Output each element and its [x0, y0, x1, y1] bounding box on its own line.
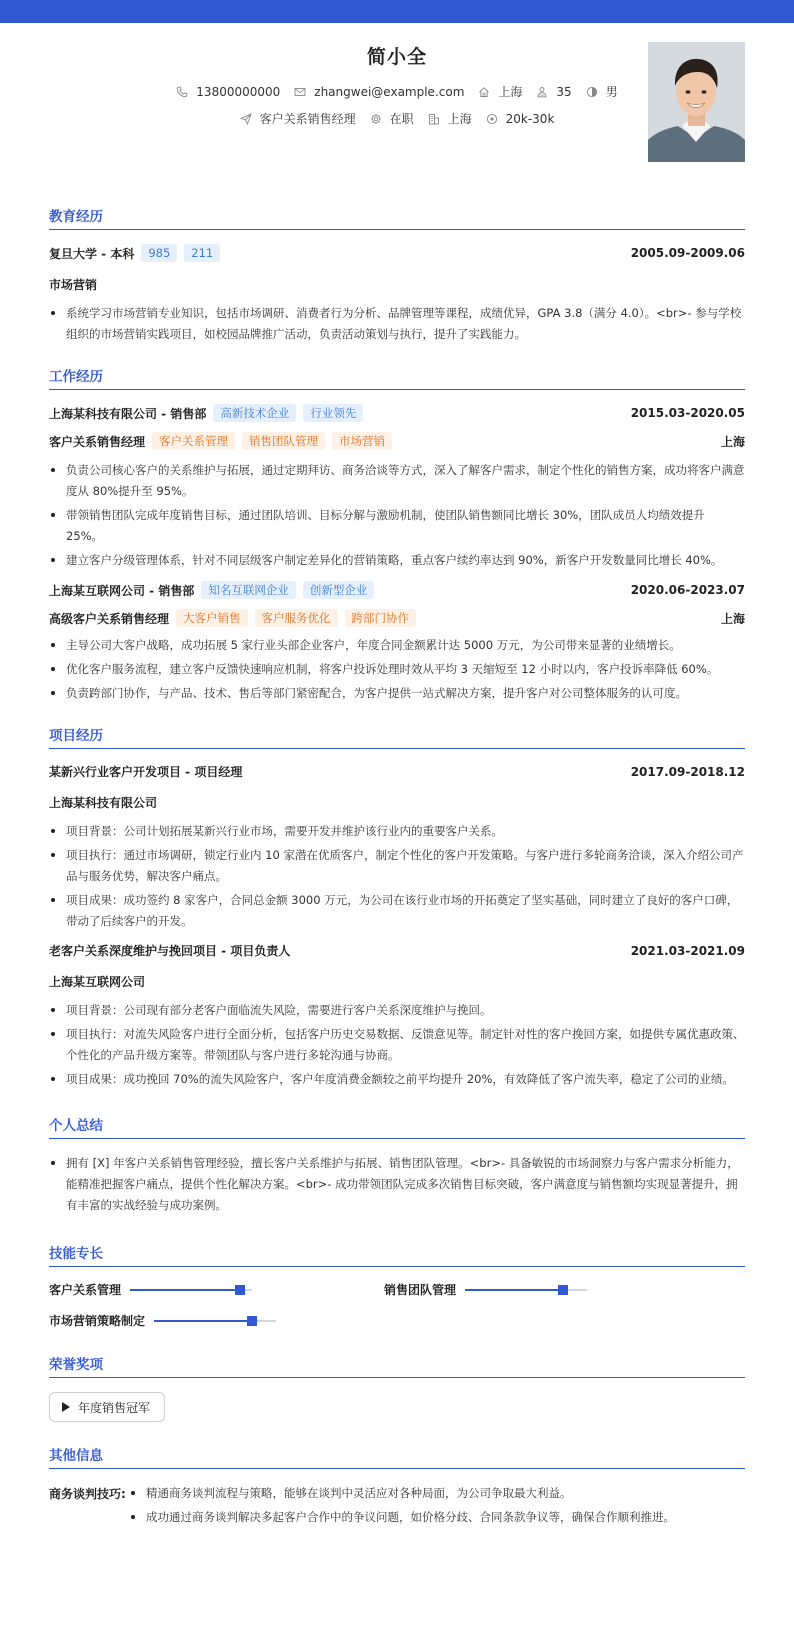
project-company: 上海某科技有限公司 — [49, 796, 158, 810]
phone-icon — [176, 86, 188, 98]
project-period: 2017.09-2018.12 — [630, 764, 745, 779]
job-city: 上海 — [720, 434, 745, 449]
skill-level-handle — [235, 1285, 245, 1295]
skills-grid — [49, 1281, 745, 1329]
school-name: 复旦大学 - 本科 — [49, 246, 135, 261]
summary-title: 个人总结 — [49, 1114, 745, 1139]
email-item — [294, 85, 464, 99]
city-item — [478, 83, 522, 100]
phone-number: 13800000000 — [196, 84, 281, 99]
skills-title: 技能专长 — [49, 1242, 745, 1267]
school-tag: 211 — [184, 244, 220, 262]
phone-item — [176, 85, 280, 99]
current-city: 上海 — [498, 85, 523, 99]
position-tag: 客户服务优化 — [255, 609, 338, 627]
other-info-row — [49, 1483, 745, 1531]
list-item: 负责公司核心客户的关系维护与拓展，通过定期拜访、商务洽谈等方式，深入了解客户需求，制定个性化的销售方案，成功将客户满意度从 80%提升至 95%。 — [49, 460, 745, 502]
list-item: 建立客户分级管理体系，针对不同层级客户制定差异化的营销策略，重点客户续约率达到 90%，新客户开发数量同比增长 40%。 — [49, 550, 745, 571]
project-entry — [49, 942, 745, 1090]
age-value: 35 — [556, 84, 572, 99]
triangle-right-icon — [62, 1402, 70, 1412]
projects-title: 项目经历 — [49, 724, 745, 749]
position-tag: 客户关系管理 — [152, 432, 235, 450]
skill-level-handle — [558, 1285, 568, 1295]
position-tag: 市场营销 — [332, 432, 392, 450]
coin-icon — [486, 113, 498, 125]
list-item: 项目执行：对流失风险客户进行全面分析，包括客户历史交易数据、反馈意见等。制定针对性的客户挽回方案，如提供专属优惠政策、个性化的产品升级方案等。带领团队与客户进行多轮沟通与协商。 — [49, 1024, 745, 1066]
skill-name: 客户关系管理 — [49, 1283, 122, 1297]
job-city: 上海 — [720, 611, 745, 626]
other-title: 其他信息 — [49, 1444, 745, 1469]
awards-title: 荣誉奖项 — [49, 1353, 745, 1378]
target-job-item — [240, 110, 356, 127]
other-section — [49, 1444, 745, 1531]
project-bullets — [49, 821, 745, 932]
award-item[interactable] — [49, 1392, 165, 1422]
list-item: 成功通过商务谈判解决多起客户合作中的争议问题，如价格分歧、合同条款争议等，确保合作顺利推进。 — [129, 1507, 675, 1528]
education-bullets — [49, 303, 745, 345]
list-item: 负责跨部门协作，与产品、技术、售后等部门紧密配合，为客户提供一站式解决方案，提升客户对公司整体服务的认可度。 — [49, 683, 745, 704]
skill-level-handle — [247, 1316, 257, 1326]
skill-name: 市场营销策略制定 — [49, 1314, 146, 1328]
other-info-label: 商务谈判技巧: — [49, 1487, 126, 1501]
award-name: 年度销售冠军 — [78, 1400, 151, 1415]
project-entry — [49, 763, 745, 932]
job-company-row — [49, 581, 745, 599]
target-city: 上海 — [447, 112, 472, 126]
position-name: 高级客户关系销售经理 — [49, 611, 170, 626]
job-entry — [49, 404, 745, 571]
education-title: 教育经历 — [49, 205, 745, 230]
awards-section — [49, 1353, 745, 1422]
candidate-name: 简小全 — [366, 46, 427, 68]
job-status: 在职 — [389, 112, 414, 126]
major-name: 市场营销 — [49, 278, 98, 292]
skill-level-bar — [465, 1289, 587, 1291]
job-bullets — [49, 460, 745, 571]
job-intent-row — [49, 110, 745, 127]
education-row — [49, 244, 745, 262]
job-entry — [49, 581, 745, 704]
projects-section — [49, 724, 745, 1090]
company-name: 上海某科技有限公司 - 销售部 — [49, 406, 207, 421]
age-item — [536, 85, 571, 99]
summary-section — [49, 1114, 745, 1216]
gear-icon — [370, 113, 382, 125]
list-item: 系统学习市场营销专业知识，包括市场调研、消费者行为分析、品牌管理等课程，成绩优异，GPA 3.8（满分 4.0）。<br>- 参与学校组织的市场营销实践项目，如校园品牌推广活动，负责活动策划与执行，提升了实践能力。 — [49, 303, 745, 345]
contact-row — [49, 83, 745, 100]
top-accent-bar — [0, 0, 794, 23]
project-row — [49, 763, 745, 780]
list-item: 项目执行：通过市场调研，锁定行业内 10 家潜在优质客户，制定个性化的客户开发策略。与客户进行多轮商务洽谈，深入介绍公司产品与服务优势，解决客户痛点。 — [49, 845, 745, 887]
work-title: 工作经历 — [49, 365, 745, 390]
job-position-row — [49, 432, 745, 450]
target-job: 客户关系销售经理 — [259, 112, 356, 126]
list-item: 项目背景：公司计划拓展某新兴行业市场，需要开发并维护该行业内的重要客户关系。 — [49, 821, 745, 842]
job-bullets — [49, 635, 745, 704]
skill-level-bar — [154, 1320, 276, 1322]
skill-level-fill — [130, 1289, 240, 1291]
position-tag: 销售团队管理 — [242, 432, 325, 450]
person-icon — [536, 86, 548, 98]
email-address: zhangwei@example.com — [314, 84, 465, 99]
list-item: 带领销售团队完成年度销售目标，通过团队培训、目标分解与激励机制，使团队销售额同比增长 30%，团队成员人均绩效提升 25%。 — [49, 505, 745, 547]
project-name: 老客户关系深度维护与挽回项目 - 项目负责人 — [49, 944, 291, 958]
project-row — [49, 942, 745, 959]
project-company: 上海某互联网公司 — [49, 975, 146, 989]
skill-item — [49, 1312, 384, 1329]
target-city-item — [428, 110, 472, 127]
skill-item — [49, 1281, 384, 1298]
company-tag: 创新型企业 — [303, 581, 375, 599]
list-item: 主导公司大客户战略，成功拓展 5 家行业头部企业客户，年度合同金额累计达 5000 万元，为公司带来显著的业绩增长。 — [49, 635, 745, 656]
job-company-row — [49, 404, 745, 422]
resume-header — [49, 23, 745, 173]
project-bullets — [49, 1000, 745, 1090]
list-item: 精通商务谈判流程与策略，能够在谈判中灵活应对各种局面，为公司争取最大利益。 — [129, 1483, 675, 1504]
project-name: 某新兴行业客户开发项目 - 项目经理 — [49, 765, 243, 779]
mail-icon — [294, 86, 306, 98]
work-section — [49, 365, 745, 704]
skills-section — [49, 1242, 745, 1329]
expected-salary: 20k-30k — [505, 111, 555, 126]
education-section — [49, 205, 745, 345]
list-item: 优化客户服务流程，建立客户反馈快速响应机制，将客户投诉处理时效从平均 3 天缩短至 12 小时以内，客户投诉率降低 60%。 — [49, 659, 745, 680]
summary-bullets — [49, 1153, 745, 1216]
profile-photo — [648, 42, 745, 162]
position-tag: 跨部门协作 — [345, 609, 417, 627]
job-position-row — [49, 609, 745, 627]
home-icon — [478, 86, 490, 98]
status-item — [370, 110, 414, 127]
project-period: 2021.03-2021.09 — [630, 943, 745, 958]
list-item: 拥有 [X] 年客户关系销售管理经验，擅长客户关系维护与拓展、销售团队管理。<br>- 具备敏锐的市场洞察力与客户需求分析能力，能精准把握客户痛点，提供个性化解决方案。<br>- 成功带领团队完成多次销售目标突破，客户满意度与销售额均实现显著提升，拥有丰富的实战经验与成功案例。 — [49, 1153, 745, 1216]
list-item: 项目成果：成功挽回 70%的流失风险客户，客户年度消费金额较之前平均提升 20%，有效降低了客户流失率，稳定了公司的业绩。 — [49, 1069, 745, 1090]
skill-item — [384, 1281, 745, 1298]
position-tag: 大客户销售 — [176, 609, 248, 627]
skill-level-bar — [130, 1289, 252, 1291]
job-period: 2015.03-2020.05 — [630, 406, 745, 420]
portrait-image — [648, 42, 745, 162]
skill-level-fill — [465, 1289, 563, 1291]
company-tag: 行业领先 — [303, 404, 363, 422]
skill-level-fill — [154, 1320, 252, 1322]
gender-value: 男 — [605, 85, 618, 99]
building-icon — [428, 113, 440, 125]
gender-icon — [586, 86, 598, 98]
list-item: 项目成果：成功签约 8 家客户，合同总金额 3000 万元，为公司在该行业市场的开拓奠定了坚实基础，同时建立了良好的客户口碑，带动了后续客户的开发。 — [49, 890, 745, 932]
send-icon — [240, 113, 252, 125]
list-item: 项目背景：公司现有部分老客户面临流失风险，需要进行客户关系深度维护与挽回。 — [49, 1000, 745, 1021]
skill-name: 销售团队管理 — [384, 1283, 457, 1297]
job-period: 2020.06-2023.07 — [630, 583, 745, 597]
position-name: 客户关系销售经理 — [49, 434, 146, 449]
other-info-bullets — [129, 1483, 675, 1531]
education-period: 2005.09-2009.06 — [630, 246, 745, 260]
company-tag: 知名互联网企业 — [201, 581, 296, 599]
school-tag: 985 — [141, 244, 177, 262]
company-name: 上海某互联网公司 - 销售部 — [49, 583, 195, 598]
resume-page — [0, 23, 794, 1531]
gender-item — [586, 83, 618, 100]
company-tag: 高新技术企业 — [213, 404, 296, 422]
salary-item — [486, 112, 555, 126]
